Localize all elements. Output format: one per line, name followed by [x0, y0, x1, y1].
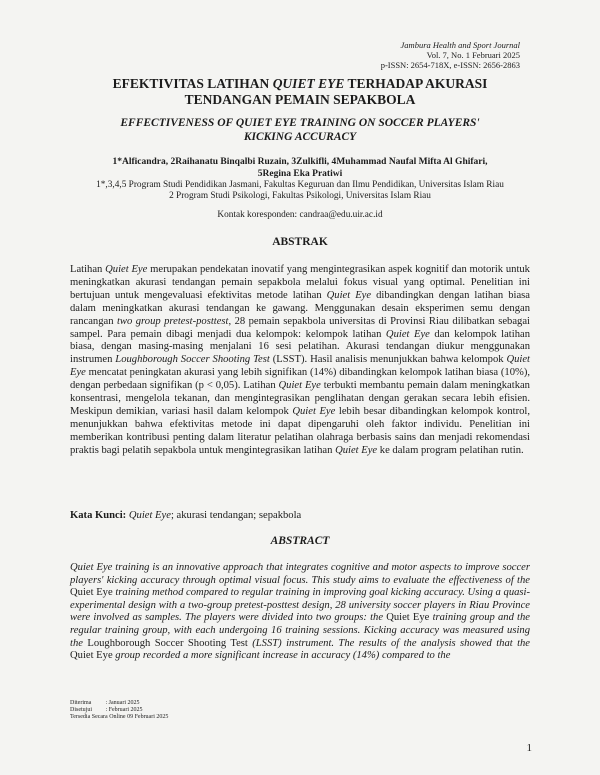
- date-received: Diterima : Januari 2025: [70, 700, 140, 706]
- title-english: [70, 116, 530, 144]
- title-indonesian: [70, 76, 530, 107]
- date-approved: Disetujui : Februari 2025: [70, 707, 143, 713]
- abstrak-body: Latihan Quiet Eye merupakan pendekatan inovatif yang mengintegrasikan aspek kognitif dan motorik untuk meningkatkan akurasi tendangan pemain sepakbola melalui fokus visual yang optimal. Penelitian ini bertujuan untuk mengevaluasi efektivitas metode latihan Quiet Eye dibandingkan dengan latihan biasa dalam meningkatkan akurasi tendangan ke gawang. Menggunakan desain eksperimen semu dengan rancangan two group pretest-posttest, 28 pemain sepakbola universitas di Provinsi Riau dilibatkan sebagai sampel. Para pemain dibagi menjadi dua kelompok: kelompok latihan Quiet Eye dan kelompok latihan biasa, dengan masing-masing menjalani 16 sesi pelatihan. Akurasi tendangan diukur menggunakan instrumen Loughborough Soccer Shooting Test (LSST). Hasil analisis menunjukkan bahwa kelompok Quiet Eye mencatat peningkatan akurasi yang lebih signifikan (14%) dibandingkan kelompok latihan biasa (10%), dengan perbedaan signifikan (p < 0,05). Latihan Quiet Eye terbukti membantu pemain dalam meningkatkan konsentrasi, mengelola tekanan, dan mengintegrasikan penglihatan dengan gerakan secara lebih efisien. Meskipun demikian, variasi hasil dalam kelompok Quiet Eye lebih besar dibandingkan kelompok kontrol, menunjukkan bahwa efektivitas metode ini dapat dipengaruhi oleh faktor individu. Penelitian ini memberikan kontribusi penting dalam literatur pelatihan olahraga berbasis sains dan menjadi rekomendasi praktis bagi pelatih sepakbola untuk mengintegrasikan latihan Quiet Eye ke dalam program pelatihan rutin.: [70, 264, 531, 456]
- submission-dates: [70, 700, 168, 721]
- affiliations: [70, 180, 530, 202]
- journal-issn: p-ISSN: 2654-718X, e-ISSN: 2656-2863: [380, 60, 520, 70]
- affiliation-2: 2 Program Studi Psikologi, Fakultas Psikologi, Universitas Islam Riau: [169, 191, 431, 201]
- corresponding-contact: Kontak koresponden: candraa@edu.uir.ac.id: [217, 210, 383, 220]
- title-en-line-1: EFFECTIVENESS OF QUIET EYE TRAINING ON SOCCER PLAYERS': [120, 117, 480, 129]
- authors-line-1: 1*Alficandra, 2Raihanatu Binqalbi Ruzain, 3Zulkifli, 4Muhammad Naufal Mifta Al Ghifari,: [112, 157, 488, 167]
- keywords: Kata Kunci: Quiet Eye; akurasi tendangan; sepakbola: [70, 510, 302, 521]
- date-online: Tersedia Secara Online 09 Februari 2025: [70, 714, 169, 720]
- journal-name: Jambura Health and Sport Journal: [400, 40, 520, 50]
- keywords-label: Kata Kunci:: [70, 510, 127, 521]
- abstrak-heading: ABSTRAK: [272, 236, 328, 248]
- affiliation-1: 1*,3,4,5 Program Studi Pendidikan Jasmani, Fakultas Keguruan dan Ilmu Pendidikan, Universitas Islam Riau: [96, 180, 504, 190]
- title-en-line-2: KICKING ACCURACY: [243, 131, 357, 143]
- abstract-body: Quiet Eye training is an innovative approach that integrates cognitive and motor aspects to improve soccer players' kicking accuracy through optimal visual focus. This study aims to evaluate the effectiveness of the Quiet Eye training method compared to regular training in improving goal kicking accuracy. Using a quasi-experimental design with a two-group pretest-posttest design, 28 university soccer players in Riau Province were involved as samples. The players were divided into two groups: the Quiet Eye training group and the regular training group, with each undergoing 16 training sessions. Kicking accuracy was measured using the Loughborough Soccer Shooting Test (LSST) instrument. The results of the analysis showed that the Quiet Eye group recorded a more significant increase in accuracy (14%) compared to the: [70, 562, 531, 662]
- author-list: [70, 156, 530, 180]
- title-line-2: TENDANGAN PEMAIN SEPAKBOLA: [184, 91, 416, 107]
- title-part-italic: QUIET EYE: [272, 76, 345, 91]
- journal-header: [381, 40, 520, 70]
- journal-volume: Vol. 7, No. 1 Februari 2025: [426, 50, 520, 60]
- title-part: EFEKTIVITAS LATIHAN: [112, 76, 273, 91]
- page-number: 1: [526, 742, 532, 754]
- abstract-heading: ABSTRACT: [270, 535, 330, 547]
- authors-line-2: 5Regina Eka Pratiwi: [257, 169, 343, 179]
- title-part: TERHADAP AKURASI: [344, 76, 488, 91]
